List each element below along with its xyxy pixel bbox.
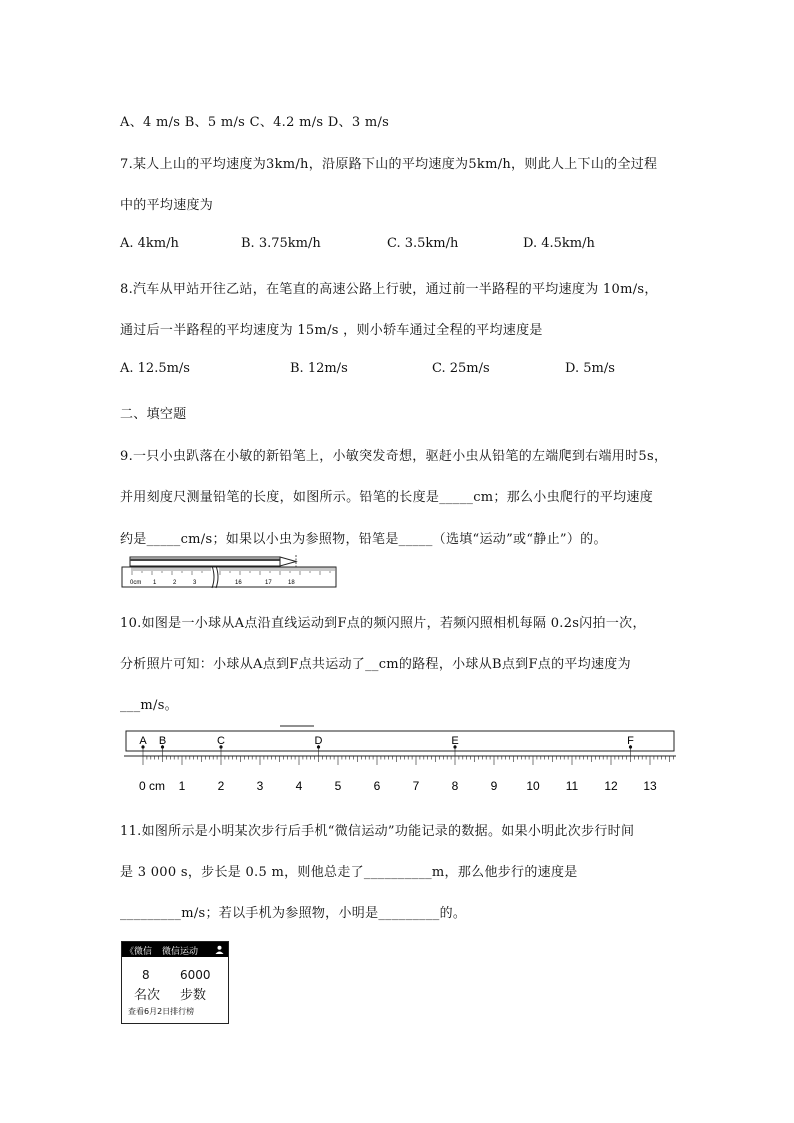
q11-stem-line3: _________m/s；若以手机为参照物，小明是_________的。 [120,906,467,921]
q7-option-c: C. 3.5km/h [387,236,459,251]
q9-stem-line3: 约是_____cm/s；如果以小虫为参照物，铅笔是_____（选填“运动”或“静止”）的。 [120,532,607,547]
ruler-label-5: 5 [334,779,342,793]
rank-value: 8 [142,968,150,982]
q7-stem-line1: 7.某人上山的平均速度为3km/h，沿原路下山的平均速度为5km/h，则此人上下山的全过程 [120,157,658,172]
ruler-label-9: 9 [490,779,498,793]
wechat-sport-card [121,941,229,1024]
q10-stem-line2: 分析照片可知：小球从A点到F点共运动了__cm的路程，小球从B点到F点的平均速度为 [120,657,631,672]
pencil-ruler-label-0: 0cm [130,580,142,586]
pencil-tip [280,557,296,566]
steps-label: 步数 [180,988,207,1003]
q7-option-b: B. 3.75km/h [241,236,321,251]
strobe-ruler-figure [120,718,680,798]
user-icon[interactable] [215,945,224,954]
pencil-ruler-figure [120,553,340,593]
ruler-label-8: 8 [451,779,459,793]
point-label-D: D [314,735,323,747]
pencil-stripe [130,559,280,562]
photo-frame [126,731,674,751]
ruler-label-6: 6 [373,779,381,793]
q9-stem-line2: 并用刻度尺测量铅笔的长度，如图所示。铅笔的长度是_____cm；那么小虫爬行的平均速度 [120,490,654,505]
point-label-F: F [627,735,634,747]
ruler-ticks [143,756,673,765]
q9-stem-line1: 9.一只小虫趴落在小敏的新铅笔上，小敏突发奇想，驱赶小虫从铅笔的左端爬到右端用时5s， [120,449,668,464]
pencil-ruler-label-16: 16 [235,580,242,586]
q8-stem-line2: 通过后一半路程的平均速度为 15m/s ，则小轿车通过全程的平均速度是 [120,323,543,338]
ruler-label-7: 7 [412,779,420,793]
q8-option-c: C. 25m/s [432,361,490,376]
q7-stem-line2: 中的平均速度为 [120,198,214,213]
ruler-label-0cm: 0 cm [139,779,166,793]
q8-option-a: A. 12.5m/s [120,361,190,376]
pencil-ruler-label-2: 2 [173,580,177,586]
steps-value: 6000 [180,968,211,982]
q11-stem-line2: 是 3 000 s，步长是 0.5 m，则他总走了__________m，那么他步行的速度是 [120,865,578,880]
ruler-label-13: 13 [643,779,657,793]
pencil-ruler-label-18: 18 [288,580,295,586]
ruler-label-4: 4 [295,779,303,793]
pencil-ruler-label-1: 1 [153,580,157,586]
wechat-title: 微信运动 [162,947,199,957]
point-label-E: E [451,735,459,747]
q10-stem-line3: ___m/s。 [120,698,178,713]
q10-stem-line1: 10.如图是一小球从A点沿直线运动到F点的频闪照片，若频闪照相机每隔 0.2s闪拍一次， [120,616,646,631]
point-label-C: C [217,735,225,747]
q6-options: A、4 m/s B、5 m/s C、4.2 m/s D、3 m/s [120,115,390,130]
point-label-A: A [139,735,147,747]
q8-option-b: B. 12m/s [290,361,348,376]
q7-option-d: D. 4.5km/h [523,236,595,251]
q8-option-d: D. 5m/s [565,361,615,376]
pencil-ruler-label-17: 17 [265,580,272,586]
q11-stem-line1: 11.如图所示是小明某次步行后手机“微信运动”功能记录的数据。如果小明此次步行时间 [120,824,635,839]
back-link[interactable]: 《微信 [125,947,153,957]
ruler-labels [139,779,657,793]
ruler-label-10: 10 [526,779,540,793]
ruler-label-11: 11 [565,779,579,793]
leaderboard-link[interactable]: 查看6月2日排行榜 [128,1007,195,1016]
point-label-B: B [158,735,167,747]
q7-option-a: A. 4km/h [120,236,179,251]
q8-stem-line1: 8.汽车从甲站开往乙站，在笔直的高速公路上行驶，通过前一半路程的平均速度为 10m/s， [120,282,658,297]
ruler-label-12: 12 [604,779,618,793]
wechat-header [122,942,228,957]
pencil-ruler-label-3: 3 [193,580,197,586]
section-heading-fill-blank: 二、填空题 [120,407,187,422]
ruler-label-3: 3 [256,779,264,793]
ruler-label-1: 1 [178,779,186,793]
ruler-label-2: 2 [217,779,225,793]
rank-label: 名次 [134,988,161,1003]
pencil-body [130,557,280,566]
